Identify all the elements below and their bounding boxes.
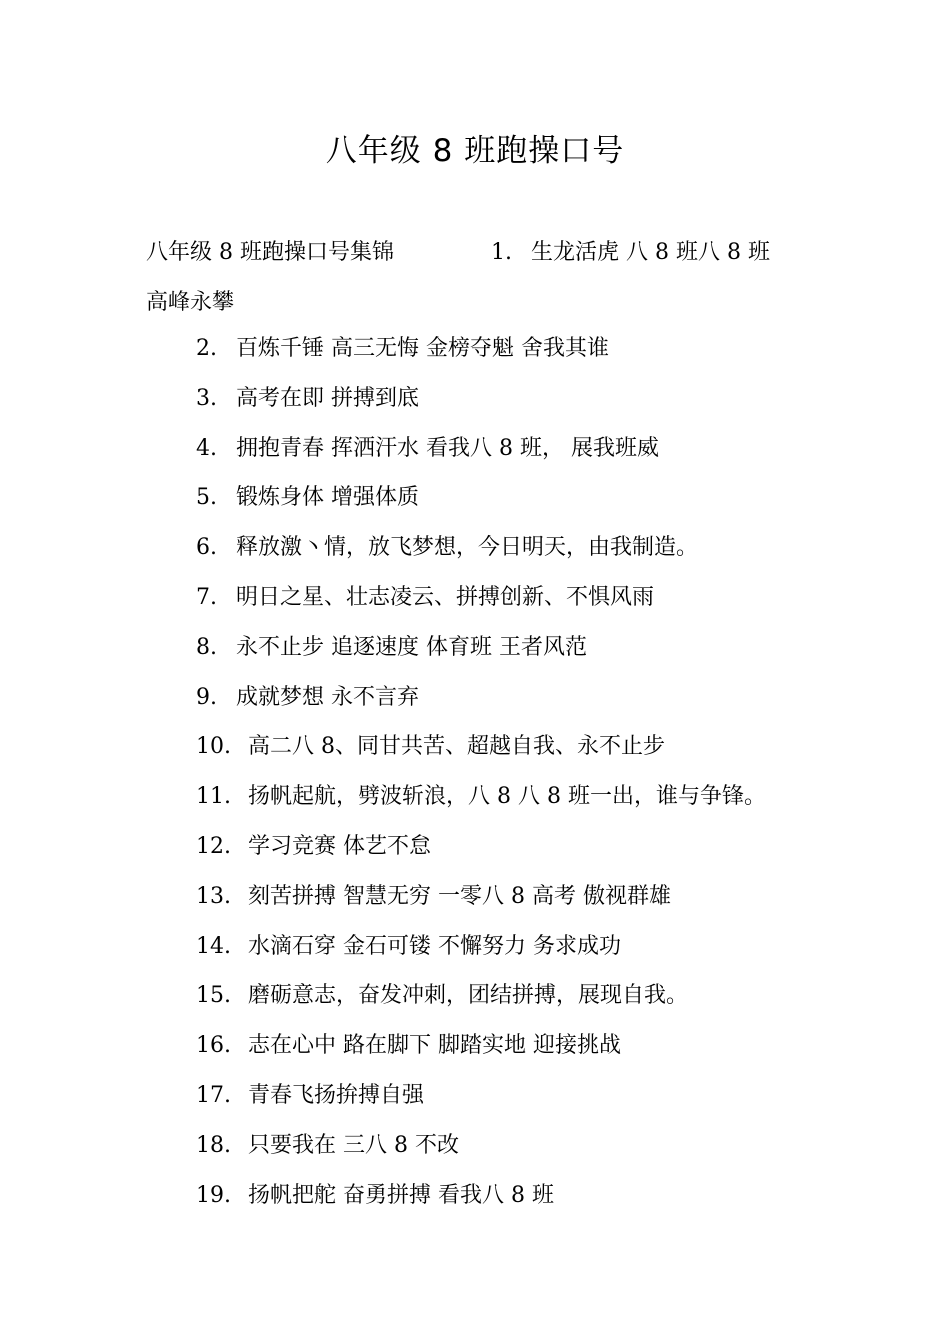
item-number: 14. <box>196 933 231 959</box>
item-text: 磨砺意志，奋发冲刺，团结拼搏，展现自我。 <box>248 983 689 1009</box>
list-item <box>196 872 766 922</box>
item-number: 17. <box>196 1082 231 1108</box>
item-number: 9. <box>196 684 217 710</box>
intro-label: 八年级 8 班跑操口号集锦 <box>146 240 394 265</box>
item-text: 成就梦想 永不言弃 <box>236 684 419 710</box>
list-item <box>196 523 766 573</box>
item-text: 百炼千锤 高三无悔 金榜夺魁 舍我其谁 <box>236 336 609 361</box>
item-number: 7. <box>196 584 217 610</box>
item-text: 锻炼身体 增强体质 <box>236 485 419 511</box>
list-item <box>196 1071 766 1121</box>
item-text: 明日之星、壮志凌云、拼搏创新、不惧风雨 <box>236 584 655 610</box>
item-text: 青春飞扬拚搏自强 <box>248 1082 425 1108</box>
slogan-list <box>196 324 766 1220</box>
item-number: 15. <box>196 983 231 1009</box>
list-item <box>196 1171 766 1221</box>
item-number: 19. <box>196 1182 231 1208</box>
item-text: 志在心中 路在脚下 脚踏实地 迎接挑战 <box>248 1033 621 1059</box>
item-number: 4. <box>196 435 217 461</box>
item-number: 16. <box>196 1033 231 1059</box>
item-text: 扬帆起航，劈波斩浪，八 8 八 8 班一出，谁与争锋。 <box>248 784 766 810</box>
item-number: 13. <box>196 883 231 909</box>
intro-paragraph <box>146 228 826 328</box>
item-number: 12. <box>196 833 231 859</box>
item-text-continuation: 高峰永攀 <box>146 290 235 315</box>
document-title: 八年级 8 班跑操口号 <box>325 133 625 169</box>
item-text: 学习竞赛 体艺不怠 <box>248 833 431 859</box>
list-item <box>196 772 766 822</box>
item-text: 高考在即 拼搏到底 <box>236 385 419 411</box>
list-item <box>196 1121 766 1171</box>
item-text: 生龙活虎 八 8 班八 8 班 <box>531 240 770 265</box>
item-number: 5. <box>196 485 217 511</box>
list-item <box>196 623 766 673</box>
list-item <box>196 573 766 623</box>
item-number: 18. <box>196 1132 231 1158</box>
item-number: 1. <box>491 240 512 265</box>
item-text: 刻苦拼搏 智慧无穷 一零八 8 高考 傲视群雄 <box>248 883 671 909</box>
item-text: 永不止步 追逐速度 体育班 王者风范 <box>236 634 587 660</box>
item-text: 拥抱青春 挥洒汗水 看我八 8 班， 展我班威 <box>236 435 659 461</box>
item-number: 6. <box>196 535 217 561</box>
list-item <box>196 673 766 723</box>
list-item <box>196 473 766 523</box>
list-item <box>196 374 766 424</box>
list-item <box>196 1021 766 1071</box>
list-item <box>196 822 766 872</box>
list-item <box>196 722 766 772</box>
item-number: 11. <box>196 784 231 810</box>
list-item <box>196 324 766 374</box>
list-item <box>196 971 766 1021</box>
item-number: 10. <box>196 734 231 760</box>
item-text: 释放激丶情，放飞梦想，今日明天，由我制造。 <box>236 535 699 561</box>
item-text: 高二八 8、同甘共苦、超越自我、永不止步 <box>248 734 665 760</box>
list-item <box>196 922 766 972</box>
item-number: 8. <box>196 634 217 660</box>
item-text: 扬帆把舵 奋勇拼搏 看我八 8 班 <box>248 1182 554 1208</box>
list-item <box>196 424 766 474</box>
item-number: 2. <box>196 336 217 361</box>
item-number: 3. <box>196 385 217 411</box>
item-text: 水滴石穿 金石可镂 不懈努力 务求成功 <box>248 933 621 959</box>
item-text: 只要我在 三八 8 不改 <box>248 1132 459 1158</box>
